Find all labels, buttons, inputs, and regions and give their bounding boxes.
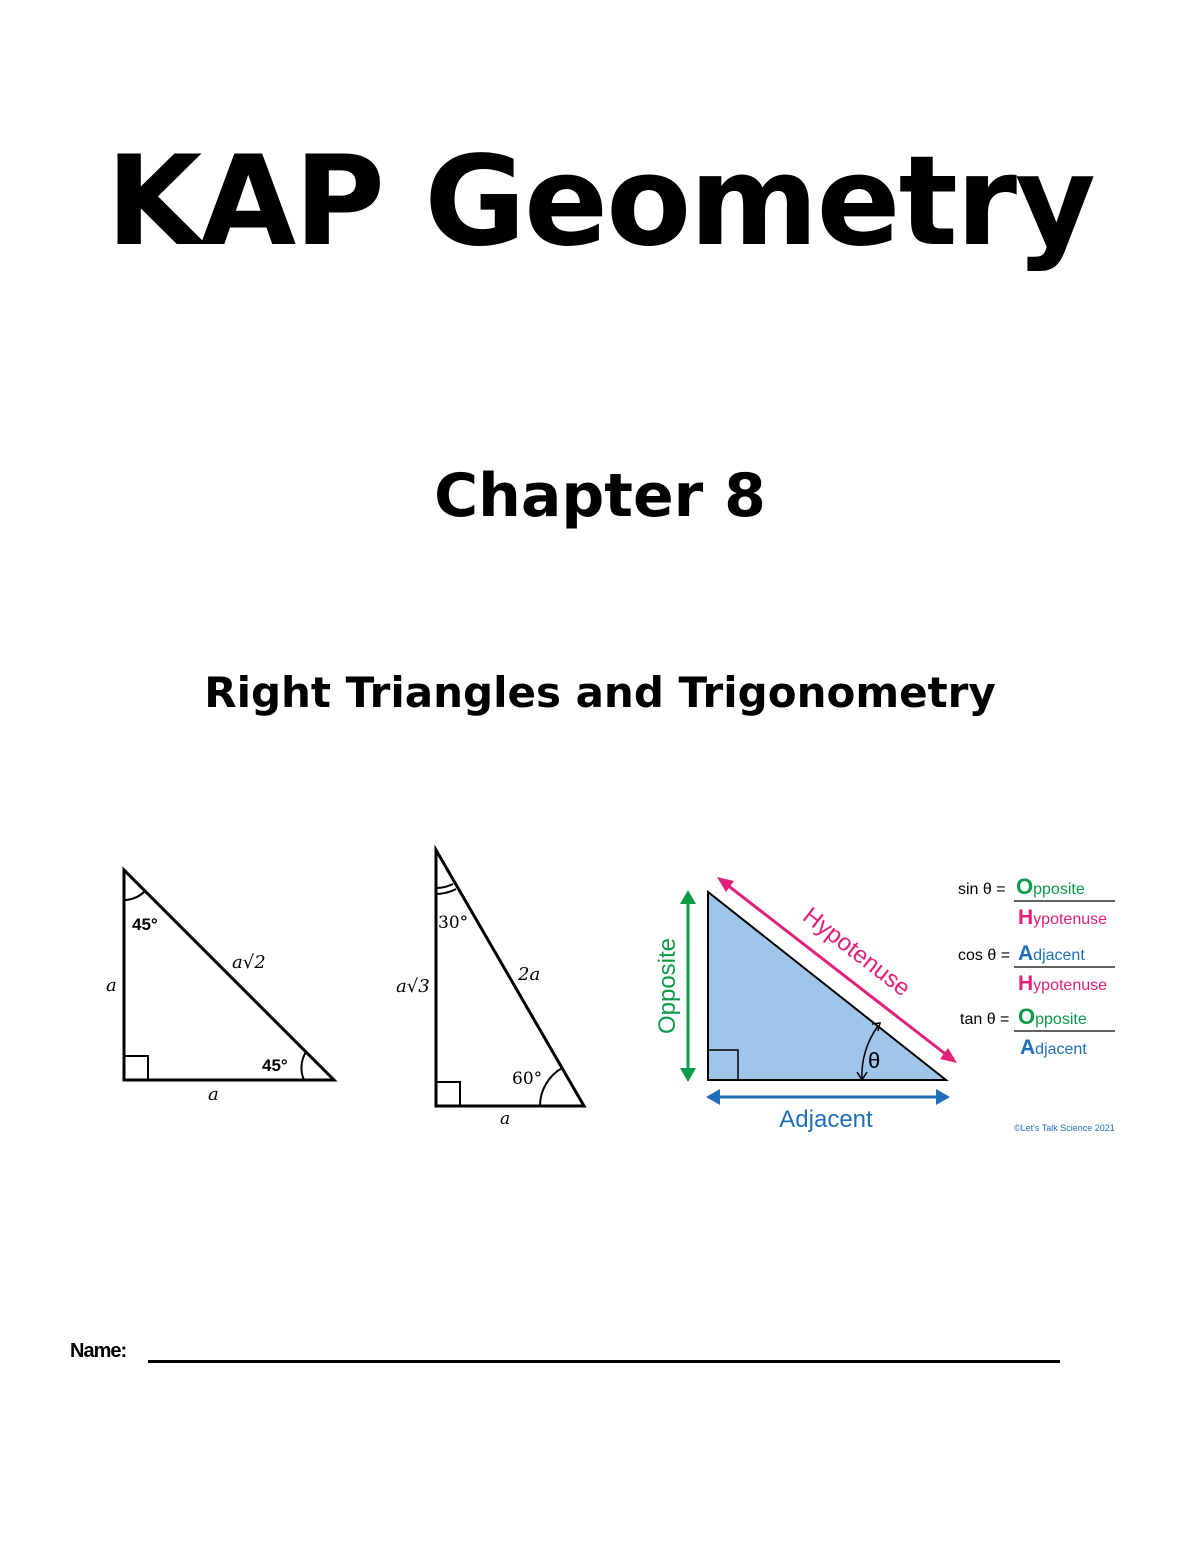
cos-numerator-rest: djacent [1033,947,1085,964]
cos-formula [958,942,1115,995]
tan-numerator-initial: O [1018,1004,1036,1029]
tan-lhs: tan θ = [960,1011,1010,1028]
sin-numerator-initial: O [1016,874,1034,899]
opposite-arrowhead-bottom [680,1068,696,1082]
adjacent-arrowhead-right [936,1089,950,1105]
triangle-30-60-90-figure [390,840,610,1130]
name-line[interactable] [148,1360,1060,1363]
angle-label-right: 45° [262,1056,288,1075]
triangle-45-outline [124,870,334,1080]
adjacent-label: Adjacent [779,1106,873,1133]
side-label-hypotenuse: 2a [518,964,541,985]
document-title: KAP Geometry [106,130,1094,274]
tan-denominator [1020,1036,1087,1059]
sin-denominator [1018,906,1107,929]
cos-lhs: cos θ = [958,947,1011,964]
sin-numerator-rest: pposite [1033,881,1085,898]
angle-label-right: 60° [512,1069,543,1089]
right-angle-mark [124,1056,148,1080]
trig-ratio-figure [640,860,1140,1140]
sin-formula [958,874,1115,929]
angle-label-top: 45° [132,915,158,934]
sin-lhs: sin θ = [958,881,1006,898]
cos-denominator-rest: ypotenuse [1033,977,1108,994]
angle-arc-right [540,1068,562,1106]
cos-denominator-initial: H [1018,972,1034,995]
side-label-bottom: a [500,1109,511,1129]
sin-denominator-initial: H [1018,906,1034,929]
cos-numerator [1018,942,1085,965]
tan-denominator-rest: djacent [1035,1041,1087,1058]
opposite-label: Opposite [654,937,681,1035]
triangle-45-45-90-figure [100,860,350,1110]
angle-label-top: 30° [438,913,469,933]
opposite-arrowhead-top [680,890,696,904]
triangle-3060-outline [436,850,584,1106]
side-label-left: a [106,975,117,996]
sin-numerator [1016,874,1085,899]
hypotenuse-label: Hypotenuse [797,902,916,1002]
chapter-subtitle: Right Triangles and Trigonometry [204,668,996,717]
angle-arc-top [124,891,145,900]
theta-label: θ [868,1048,881,1073]
angle-arc-top-inner [436,884,453,888]
side-label-bottom: a [208,1084,219,1105]
tan-denominator-initial: A [1020,1036,1036,1059]
name-field-row [70,1340,1060,1370]
adjacent-arrowhead-left [706,1089,720,1105]
tan-formula [960,1004,1115,1059]
cos-denominator [1018,972,1107,995]
tan-numerator-rest: pposite [1035,1011,1087,1028]
credit-text: ©Let's Talk Science 2021 [1014,1123,1115,1133]
side-label-hypotenuse: a√2 [232,952,266,973]
right-angle-mark [436,1082,460,1106]
chapter-heading: Chapter 8 [434,461,766,531]
angle-arc-top-outer [436,889,456,894]
tan-numerator [1018,1004,1087,1029]
cos-numerator-initial: A [1018,942,1034,965]
angle-arc-right [301,1052,306,1080]
name-label: Name: [70,1340,127,1362]
sin-denominator-rest: ypotenuse [1033,911,1108,928]
side-label-left: a√3 [396,976,430,997]
